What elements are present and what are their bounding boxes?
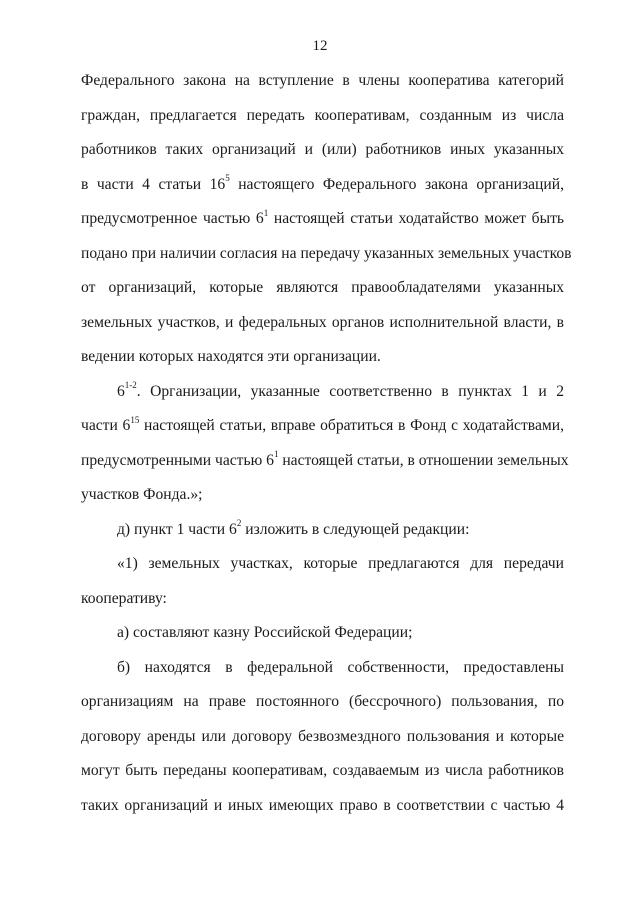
text-segment: земельных участков, и федеральных органов исполнительной власти, в bbox=[81, 313, 564, 331]
text-segment: настоящей статьи ходатайство может быть bbox=[268, 210, 564, 227]
text-segment: Федерального закона на вступление в члены кооператива категорий bbox=[81, 72, 564, 89]
superscript: 5 bbox=[225, 173, 230, 184]
text-line bbox=[81, 616, 564, 651]
text-line bbox=[81, 306, 564, 341]
text-line bbox=[81, 547, 564, 582]
text-line bbox=[81, 789, 564, 824]
text-line bbox=[81, 271, 564, 306]
text-segment: 6 bbox=[117, 382, 125, 400]
text-line bbox=[81, 651, 564, 686]
text-segment: настоящей статьи, вправе обратиться в Фонд с ходатайствами, bbox=[139, 417, 564, 434]
text-line bbox=[81, 340, 564, 375]
text-line bbox=[81, 444, 569, 479]
page-number: 12 bbox=[312, 38, 328, 54]
superscript: 2 bbox=[236, 518, 242, 529]
text-segment: предусмотренное частью 6 bbox=[81, 210, 264, 227]
text-segment: организациям на праве постоянного (бессрочного) пользования, по bbox=[81, 693, 564, 710]
text-line bbox=[81, 99, 564, 134]
text-segment: могут быть переданы кооперативам, создаваемым из числа работников bbox=[81, 762, 564, 779]
text-line bbox=[81, 685, 564, 720]
text-line bbox=[81, 202, 564, 237]
text-line bbox=[81, 582, 564, 617]
text-segment: настоящего Федерального закона организаций, bbox=[229, 175, 564, 193]
text-segment: работников таких организаций и (или) работников иных указанных bbox=[81, 141, 564, 158]
text-segment: части 6 bbox=[81, 417, 131, 434]
text-line bbox=[81, 409, 564, 444]
text-segment: кооперативу: bbox=[81, 589, 167, 607]
text-segment: изложить в следующей редакции: bbox=[241, 520, 470, 538]
superscript: 1-2 bbox=[124, 380, 137, 391]
text-segment: ведении которых находятся эти организации. bbox=[81, 348, 381, 365]
text-segment: предусмотренными частью 6 bbox=[81, 451, 274, 469]
text-line bbox=[81, 133, 564, 168]
text-segment: настоящей статьи, в отношении земельных bbox=[278, 451, 569, 469]
text-segment: д) пункт 1 части 6 bbox=[117, 520, 237, 538]
text-line bbox=[81, 720, 564, 755]
superscript: 1 bbox=[273, 449, 279, 460]
document-body bbox=[81, 64, 572, 823]
text-segment: . Организации, указанные соответственно в пунктах 1 и 2 bbox=[136, 382, 564, 400]
text-segment: б) находятся в федеральной собственности, предоставлены bbox=[117, 658, 564, 676]
text-segment: граждан, предлагается передать кооперативам, созданным из числа bbox=[81, 106, 564, 124]
text-line bbox=[81, 754, 564, 789]
text-line bbox=[81, 375, 564, 410]
text-line bbox=[81, 168, 564, 203]
text-line bbox=[81, 513, 564, 548]
text-segment: а) составляют казну Российской Федерации; bbox=[117, 624, 413, 641]
text-segment: от организаций, которые являются правообладателями указанных bbox=[81, 279, 564, 296]
text-line bbox=[81, 64, 564, 99]
text-segment: таких организаций и иных имеющих право в соответствии с частью 4 bbox=[81, 796, 564, 814]
superscript: 1 bbox=[263, 207, 269, 218]
text-line bbox=[81, 478, 564, 513]
text-segment: в части 4 статьи 16 bbox=[81, 175, 226, 193]
text-line bbox=[81, 237, 572, 272]
text-segment: «1) земельных участках, которые предлагаются для передачи bbox=[117, 555, 564, 572]
text-segment: договору аренды или договору безвозмездного пользования и которые bbox=[81, 727, 564, 745]
superscript: 15 bbox=[130, 414, 140, 425]
text-segment: подано при наличии согласия на передачу указанных земельных участков bbox=[81, 244, 572, 262]
text-segment: участков Фонда.»; bbox=[81, 486, 203, 503]
